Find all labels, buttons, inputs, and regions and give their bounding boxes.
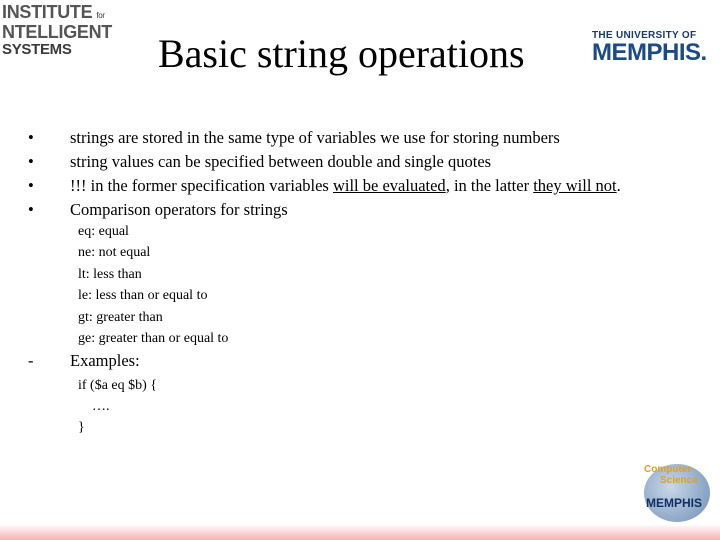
code-line: } — [78, 420, 85, 435]
operator-item: ge: greater than or equal to — [78, 330, 229, 346]
bullet-text: string values can be specified between double and single quotes — [70, 152, 492, 171]
bullet-item — [28, 176, 708, 200]
institute-logo — [2, 4, 120, 62]
bullet-marker: • — [28, 200, 34, 219]
operator-item: ne: not equal — [78, 245, 151, 261]
operator-item: gt: greater than — [78, 309, 163, 325]
cs-logo-memphis: MEMPHIS — [646, 496, 703, 510]
bullet-item — [28, 200, 708, 224]
code-line: if ($a eq $b) { — [78, 378, 158, 393]
operator-item: le: less than or equal to — [78, 288, 208, 304]
bullet-marker: • — [28, 152, 34, 171]
bullet-text-part: . — [616, 176, 621, 195]
code-line: …. — [78, 399, 110, 414]
memphis-logo-mark: . — [700, 39, 707, 66]
institute-logo-line2: NTELLIGENT — [2, 22, 112, 42]
bullet-list — [28, 128, 708, 224]
institute-logo-line1: INSTITUTE — [2, 2, 93, 22]
bullet-text: strings are stored in the same type of variables we use for storing numbers — [70, 128, 560, 147]
operator-list — [78, 224, 228, 352]
institute-logo-line3: SYSTEMS — [2, 41, 72, 58]
footer-gradient-bar — [0, 524, 720, 540]
examples-label: Examples: — [70, 351, 140, 370]
bullet-marker: • — [28, 128, 34, 147]
memphis-logo-top: THE UNIVERSITY OF — [592, 30, 697, 41]
operator-item: lt: less than — [78, 266, 142, 282]
underlined-phrase: will be evaluated — [332, 176, 446, 195]
bullet-text — [70, 176, 621, 196]
bullet-item — [28, 128, 708, 152]
code-example — [78, 375, 157, 438]
institute-logo-for: for — [96, 11, 105, 20]
bullet-text: Comparison operators for strings — [70, 200, 288, 219]
operator-item: eq: equal — [78, 224, 129, 239]
bullet-text-part: !!! in the former specification variables — [70, 176, 333, 195]
computer-science-logo — [638, 460, 718, 526]
examples-marker: - — [28, 351, 34, 370]
cs-logo-line1: Computer — [644, 464, 692, 475]
bullet-item — [28, 152, 708, 176]
bullet-text-part: , in the latter — [445, 176, 534, 195]
slide-title: Basic string operations — [158, 31, 525, 76]
bullet-marker: • — [28, 176, 34, 195]
underlined-phrase: they will not — [533, 176, 617, 195]
memphis-logo-main: MEMPHIS — [592, 39, 701, 66]
cs-logo-line2: Science — [660, 475, 698, 486]
memphis-logo — [592, 30, 718, 70]
